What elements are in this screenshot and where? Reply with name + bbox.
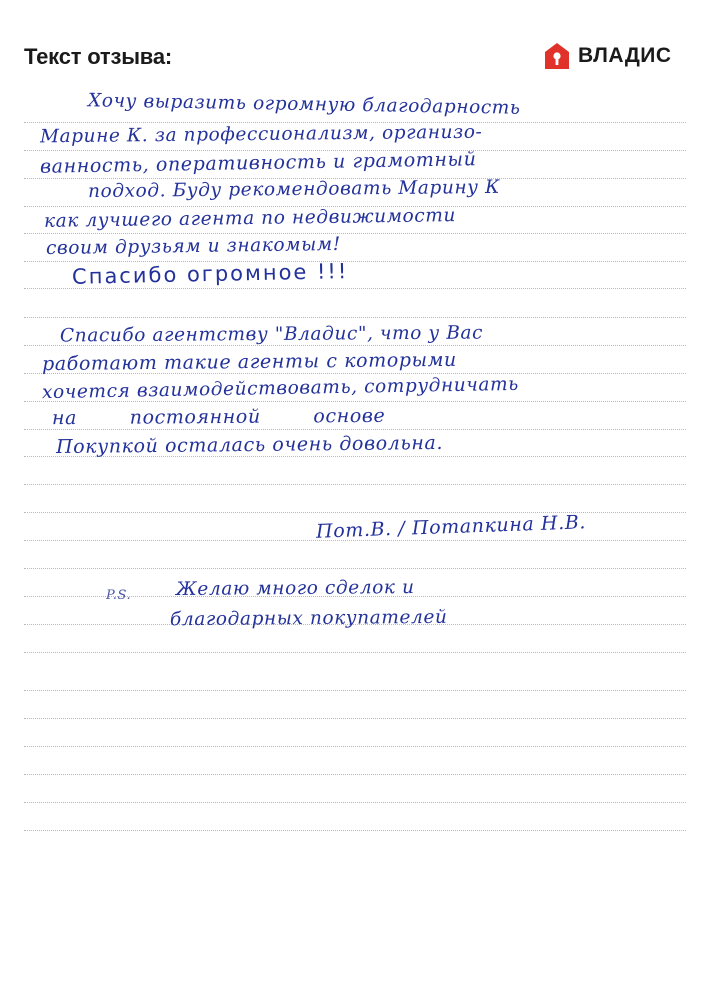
page-title: Текст отзыва: [24, 44, 173, 69]
ps-marker: P.S. [106, 588, 132, 603]
review-line: работают такие агенты с которыми [41, 348, 457, 376]
postscript-line: Желаю много сделок и [175, 576, 415, 601]
postscript-line: благодарных покупателей [169, 606, 448, 631]
signature: Пот.В. / Потапкина Н.В. [315, 511, 587, 543]
brand-name: ВЛАДИС [578, 44, 672, 67]
review-line: Марине К. за профессионализм, организо- [39, 121, 483, 148]
review-line: хочется взаимодействовать, сотрудничать [41, 373, 520, 404]
review-line: Спасибо огромное !!! [71, 259, 349, 289]
review-line: подход. Буду рекомендовать Марину К [87, 176, 501, 203]
review-line: как лучшего агента по недвижимости [43, 205, 457, 232]
review-line: Спасибо агентству "Владис", что у Вас [59, 322, 484, 347]
review-line: ванность, оперативность и грамотный [39, 148, 477, 178]
review-line: на постоянной основе [51, 404, 386, 430]
review-line: Покупкой осталась очень довольна. [55, 431, 444, 459]
review-line: своим друзьям и знакомым! [45, 233, 341, 260]
review-line: Хочу выразить огромную благодарность [87, 90, 521, 119]
